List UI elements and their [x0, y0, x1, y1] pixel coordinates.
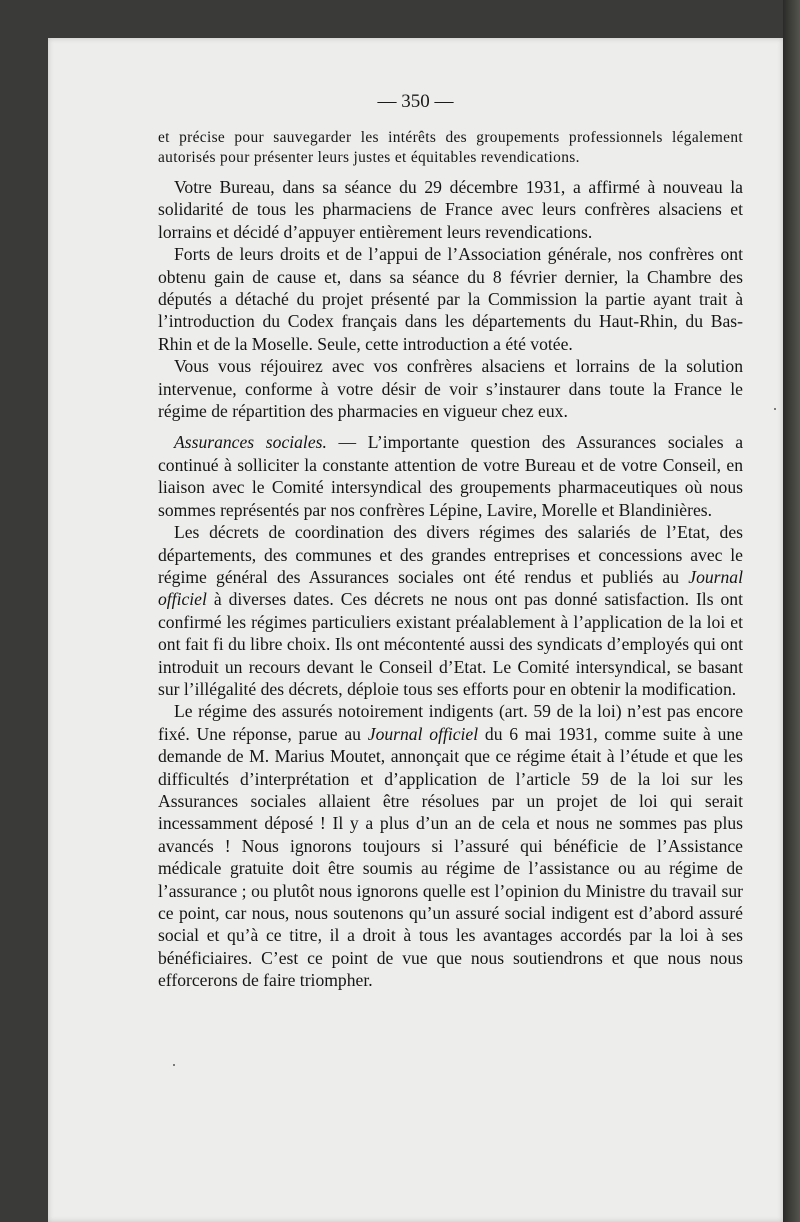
scan-speck: [173, 1064, 175, 1066]
paragraph-codex-vote: Forts de leurs droits et de l’appui de l’Association générale, nos confrères ont obtenu gain de cause et, dans sa séance du 8 février dernier, la Chambre des députés a détaché du projet présenté par la Commission la partie ayant trait à l’introduction du Codex français dans les départements du Haut-Rhin, du Bas-Rhin et de la Moselle. Seule, cette introduction a été votée.: [158, 244, 743, 354]
paragraph-decrets: [158, 521, 743, 700]
paragraph-text-part: Les décrets de coordination des divers régimes des salariés de l’Etat, des départements, des communes et des grandes entreprises et concessions avec le régime général des Assurances sociales ont été rendus et publiés au: [158, 522, 743, 587]
section-run-in-heading: Assurances sociales.: [174, 432, 327, 453]
paragraph-text: — L’importante question des Assurances sociales a continué à solliciter la constante attention de votre Bureau et de votre Conseil, en liaison avec le Comité intersyndical des groupements pharmaceutiques où nous sommes représentés par nos confrères Lépine, Lavire, Morelle et Blandinières.: [158, 432, 744, 520]
journal-title: Journal officiel: [158, 566, 743, 610]
paragraph-text-part: à diverses dates. Ces décrets ne nous ont pas donné satisfaction. Ils ont confirmé les régimes particuliers existant préalablement à l’application de la loi et ont fait fi du libre choix. Ils ont mécontenté aussi des syndicats d’employés qui ont introduit un recours devant le Conseil d’Etat. Le Comité intersyndical, se basant sur l’illégalité des décrets, déploie tous ses efforts pour en obtenir la modification.: [158, 589, 743, 699]
paragraph-assurances-sociales: [158, 431, 743, 521]
journal-title: Journal officiel: [367, 723, 479, 744]
document-page: [48, 38, 783, 1222]
paragraph-indigents: [158, 700, 743, 991]
page-number: — 350 —: [377, 91, 454, 112]
body-text: [158, 128, 743, 992]
scan-backdrop: [783, 0, 800, 1222]
paragraph-text-part: du 6 mai 1931, comme suite à une demande de M. Marius Moutet, annonçait que ce régime était à l’étude et que les difficultés d’interprétation et d’application de l’article 59 de la loi sur les Assurances sociales allaient être résolues par un projet de loi qui serait incessamment déposé ! Il y a plus d’un an de cela et nous ne sommes pas plus avancés ! Nous ignorons toujours si l’assuré qui bénéficie de l’Assistance médicale gratuite doit être soumis au régime de l’assistance ou au régime de l’assurance ; ou plutôt nous ignorons quelle est l’opinion du Ministre du travail sur ce point, car nous, nous soutenons qu’un assuré social indigent est d’abord assuré social et qu’à ce titre, il a droit à tous les avantages accordés par la loi à ses bénéficiaires. C’est ce point de vue que nous soutiendrons et que nous nous efforcerons de faire triompher.: [158, 723, 743, 991]
paragraph-continuation: et précise pour sauvegarder les intérêts des groupements professionnels légalement autorisés pour présenter leurs justes et équitables revendications.: [158, 129, 743, 166]
scan-speck: [774, 408, 776, 410]
paragraph-bureau-seance: Votre Bureau, dans sa séance du 29 décembre 1931, a affirmé à nouveau la solidarité de tous les pharmaciens de France avec leurs confrères alsaciens et lorrains et décidé d’appuyer entièrement leurs revendications.: [158, 177, 743, 242]
paragraph-solution: Vous vous réjouirez avec vos confrères alsaciens et lorrains de la solution intervenue, conforme à votre désir de voir s’instaurer dans toute la France le régime de répartition des pharmacies en vigueur chez eux.: [158, 356, 743, 422]
paragraph-text-part: Le régime des assurés notoirement indigents (art. 59 de la loi) n’est pas encore fixé. Une réponse, parue au: [158, 701, 743, 744]
